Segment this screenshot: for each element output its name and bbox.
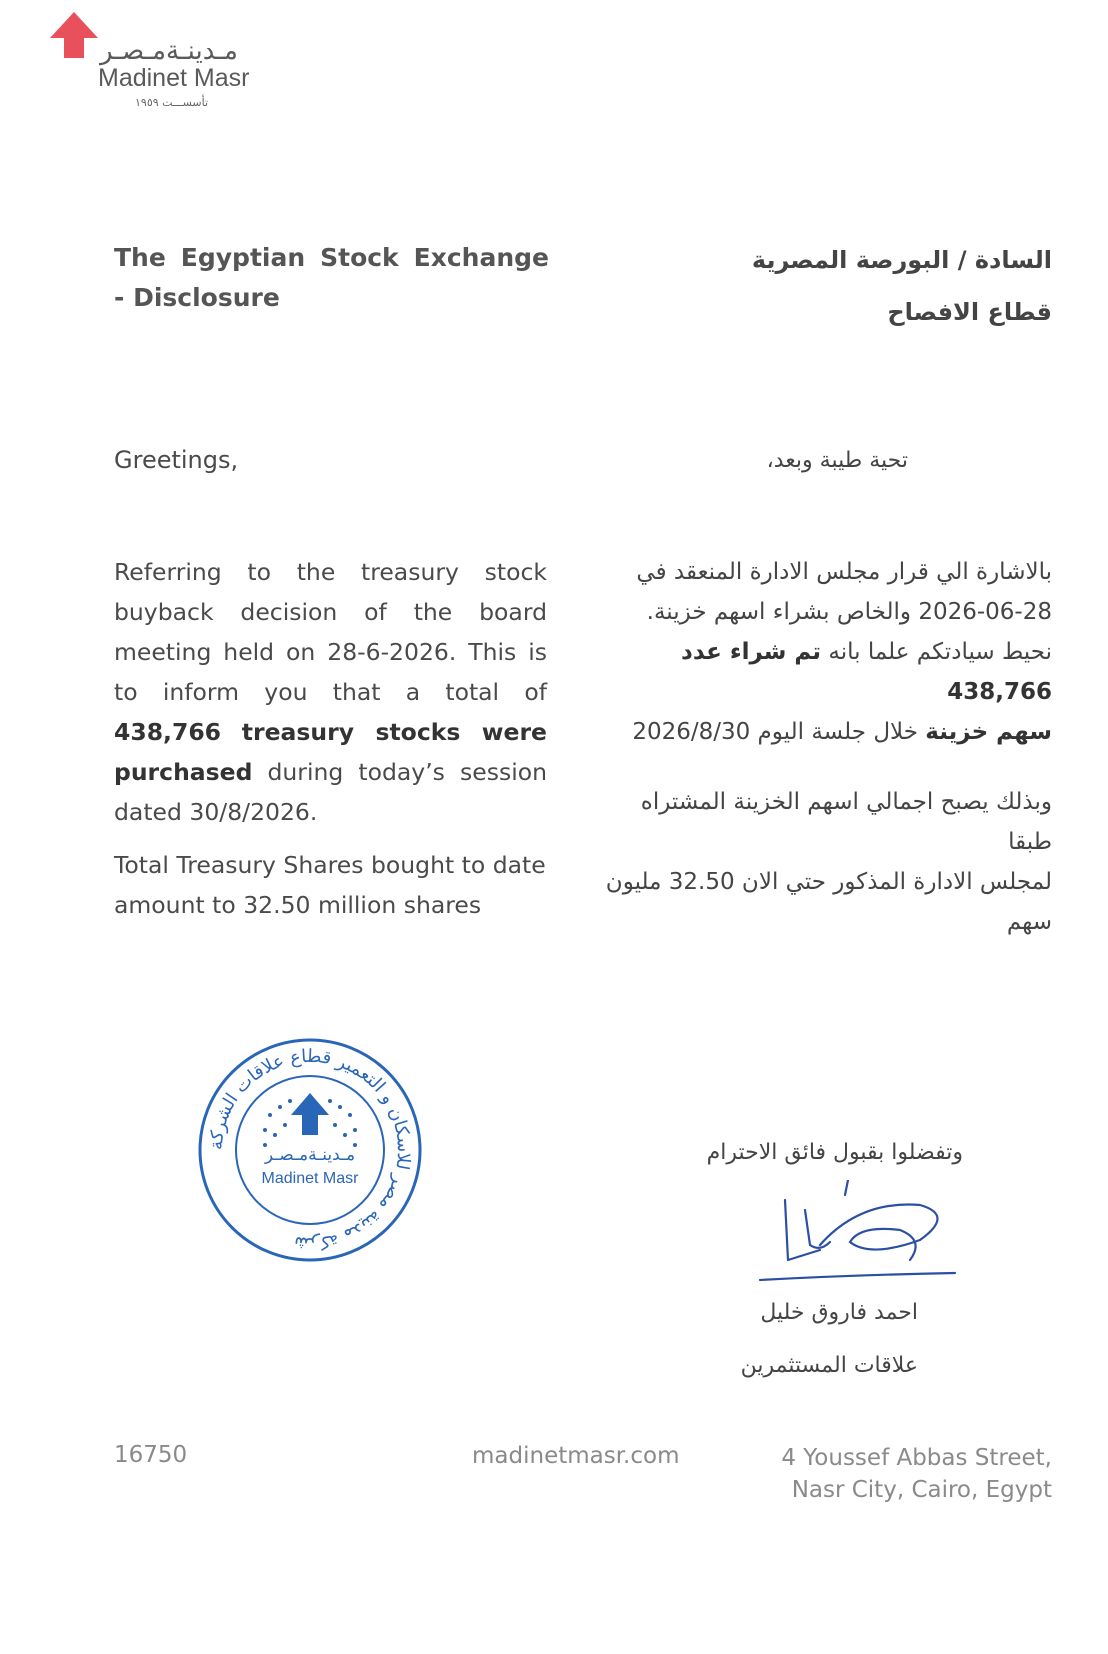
greeting-arabic: تحية طيبة وبعد، xyxy=(766,448,908,473)
total-arabic-line1: وبذلك يصبح اجمالي اسهم الخزينة المشتراه طبقا xyxy=(640,789,1052,855)
body-english-part1: Referring to the treasury stock buyback decision of the board meeting held on 28-6-2026. This is to inform you that a total of xyxy=(114,558,547,706)
body-arabic-line2: 2026-06-28 والخاص بشراء اسهم خزينة. xyxy=(646,599,1052,625)
company-logo xyxy=(50,12,280,112)
footer-address-line2: Nasr City, Cairo, Egypt xyxy=(791,1477,1052,1503)
addressee-arabic-line2: قطاع الافصاح xyxy=(887,298,1052,326)
stamp-ring-text: شركة مدينة مصر للاسكان و التعمير قطاع علاقات الشركة xyxy=(205,1045,415,1255)
logo-english-text: Madinet Masr xyxy=(98,64,250,92)
addressee-arabic xyxy=(652,234,1052,338)
footer-address-line1: 4 Youssef Abbas Street, xyxy=(781,1445,1052,1471)
body-english-bold-phrase: treasury stocks were purchased xyxy=(114,718,547,786)
body-english-count: 438,766 xyxy=(114,718,222,746)
addressee-english: The Egyptian Stock Exchange - Disclosure xyxy=(114,243,549,312)
stamp-seal-icon xyxy=(195,1035,425,1265)
body-arabic xyxy=(592,552,1052,752)
body-arabic-line3-prefix: نحيط سيادتكم علما بانه xyxy=(821,639,1052,665)
stamp-arabic-text: مـدينـةمـصـر xyxy=(264,1145,356,1165)
body-english xyxy=(114,552,547,832)
total-arabic xyxy=(592,782,1052,942)
greeting-english: Greetings, xyxy=(114,446,239,474)
footer-code: 16750 xyxy=(114,1442,188,1468)
signature-icon xyxy=(750,1180,980,1290)
handwritten-signature xyxy=(750,1180,980,1290)
body-arabic-line3-bold: تم شراء عدد 438,766 xyxy=(681,639,1052,705)
body-arabic-line4-suffix: خلال جلسة اليوم 2026/8/30 xyxy=(632,719,926,745)
closing-arabic: وتفضلوا بقبول فائق الاحترام xyxy=(706,1140,963,1165)
total-english: Total Treasury Shares bought to date amount to 32.50 million shares xyxy=(114,851,546,919)
body-arabic-line4 xyxy=(592,712,1052,752)
addressee-arabic-line1: السادة / البورصة المصرية xyxy=(751,246,1052,274)
total-arabic-line2: لمجلس الادارة المذكور حتي الان 32.50 مليون xyxy=(605,869,1052,895)
body-english-part2: during today’s session dated 30/8/2026. xyxy=(114,758,547,826)
signer-title: علاقات المستثمرين xyxy=(740,1353,918,1378)
footer-address xyxy=(781,1442,1052,1506)
signer-name: احمد فاروق خليل xyxy=(760,1300,918,1325)
body-arabic-line4-bold: سهم خزينة xyxy=(925,719,1052,745)
logo-arabic-text: مـدينـةمـصـر xyxy=(100,36,238,66)
stamp-english-text: Madinet Masr xyxy=(261,1170,359,1187)
company-stamp xyxy=(195,1035,425,1265)
body-arabic-line3 xyxy=(592,632,1052,712)
body-arabic-line1: بالاشارة الي قرار مجلس الادارة المنعقد في xyxy=(636,559,1052,585)
logo-established-text: تأسســـت ١٩٥٩ xyxy=(135,96,209,109)
total-arabic-line3: سهم xyxy=(1006,909,1052,935)
footer-website-link[interactable]: madinetmasr.com xyxy=(472,1443,680,1469)
